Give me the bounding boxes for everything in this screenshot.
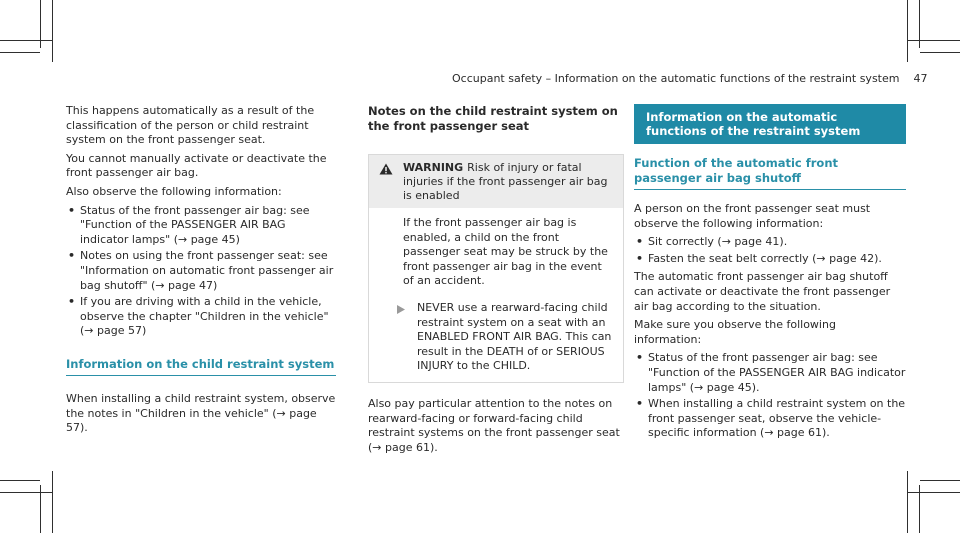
crop-mark [0, 492, 52, 493]
list-item-text: When installing a child restraint system on the front passenger seat, observe the vehicle-specific information (→ page 61). [648, 397, 906, 440]
crop-mark [907, 471, 908, 533]
bullet-icon: • [68, 249, 76, 263]
list-item-text: Notes on using the front passenger seat: see "Information on automatic front passenger air bag shutoff" (→ page 47) [80, 249, 334, 292]
section-subheading: Function of the automatic front passenger air bag shutoff [634, 156, 906, 190]
bullet-icon: • [636, 351, 644, 365]
list-item [634, 351, 906, 395]
warning-body [369, 208, 623, 382]
paragraph: A person on the front passenger seat must observe the following information: [634, 202, 871, 230]
paragraph: Also pay particular attention to the notes on rearward-facing or forward-facing child restraint systems on the front passenger seat (→ page 61). [368, 396, 620, 454]
crop-mark [52, 0, 53, 62]
list-item-text: Fasten the seat belt correctly (→ page 42). [648, 251, 882, 265]
crop-mark [907, 40, 960, 41]
warning-box [368, 154, 624, 383]
bullet-list [634, 351, 906, 441]
warning-header [369, 155, 623, 208]
crop-mark [907, 0, 908, 62]
paragraph: Also observe the following information: [66, 184, 282, 198]
paragraph: When installing a child restraint system, observe the notes in "Children in the vehicle" (→ page 57). [66, 391, 336, 435]
list-item [66, 204, 336, 248]
bullet-icon: • [68, 295, 76, 309]
crop-mark [920, 480, 960, 481]
warning-title: Risk of injury or fatal injuries if the front passenger air bag is enabled [403, 161, 608, 202]
section-subheading: Information on the child restraint system [66, 357, 336, 376]
paragraph: The automatic front passenger air bag shutoff can activate or deactivate the front passenger air bag according to the situation. [634, 270, 891, 313]
bullet-list [634, 235, 906, 266]
bullet-icon: • [636, 251, 644, 265]
bullet-icon: • [636, 235, 644, 249]
action-arrow-icon [397, 304, 405, 319]
crop-mark [920, 52, 960, 53]
list-item [634, 235, 906, 250]
section-banner: Information on the automatic functions of the restraint system [634, 104, 906, 144]
list-item-text: Sit correctly (→ page 41). [648, 235, 788, 249]
crop-mark [0, 52, 40, 53]
list-item-text: Status of the front passenger air bag: see "Function of the PASSENGER AIR BAG indicator lamps" (→ page 45) [80, 203, 310, 246]
paragraph: This happens automatically as a result of the classification of the person or child restraint system on the front passenger seat. [66, 104, 315, 147]
list-item [66, 249, 336, 293]
list-item-text: If you are driving with a child in the vehicle, observe the chapter "Children in the vehicle" (→ page 57) [80, 295, 329, 338]
bullet-icon: • [636, 397, 644, 411]
warning-text: If the front passenger air bag is enabled, a child on the front passenger seat may be struck by the front passenger air bag in the event of an accident. [403, 216, 608, 288]
crop-mark [0, 480, 40, 481]
warning-label: WARNING [403, 161, 464, 174]
running-head-title: Occupant safety – Information on the automatic functions of the restraint system [452, 72, 900, 85]
warning-action-text: NEVER use a rearward-facing child restraint system on a seat with an ENABLED FRONT AIR BAG. This can result in the DEATH of or SERIOUS INJURY to the CHILD. [417, 300, 612, 373]
paragraph: You cannot manually activate or deactivate the front passenger air bag. [66, 151, 327, 180]
column-middle [368, 104, 624, 459]
column-right [634, 104, 906, 445]
page-number: 47 [913, 72, 928, 85]
list-item-text: Status of the front passenger air bag: see "Function of the PASSENGER AIR BAG indicator lamps" (→ page 45). [648, 351, 906, 394]
list-item [66, 295, 336, 339]
bullet-icon: • [68, 203, 76, 217]
warning-action [403, 301, 613, 374]
section-heading: Notes on the child restraint system on the front passenger seat [368, 104, 618, 133]
crop-mark [0, 40, 52, 41]
column-left [66, 104, 336, 440]
list-item [634, 397, 906, 441]
bullet-list [66, 204, 336, 339]
paragraph: Make sure you observe the following information: [634, 318, 836, 346]
list-item [634, 252, 906, 267]
crop-mark [907, 492, 960, 493]
running-head [452, 72, 928, 87]
crop-mark [52, 471, 53, 533]
warning-triangle-icon [379, 163, 393, 179]
